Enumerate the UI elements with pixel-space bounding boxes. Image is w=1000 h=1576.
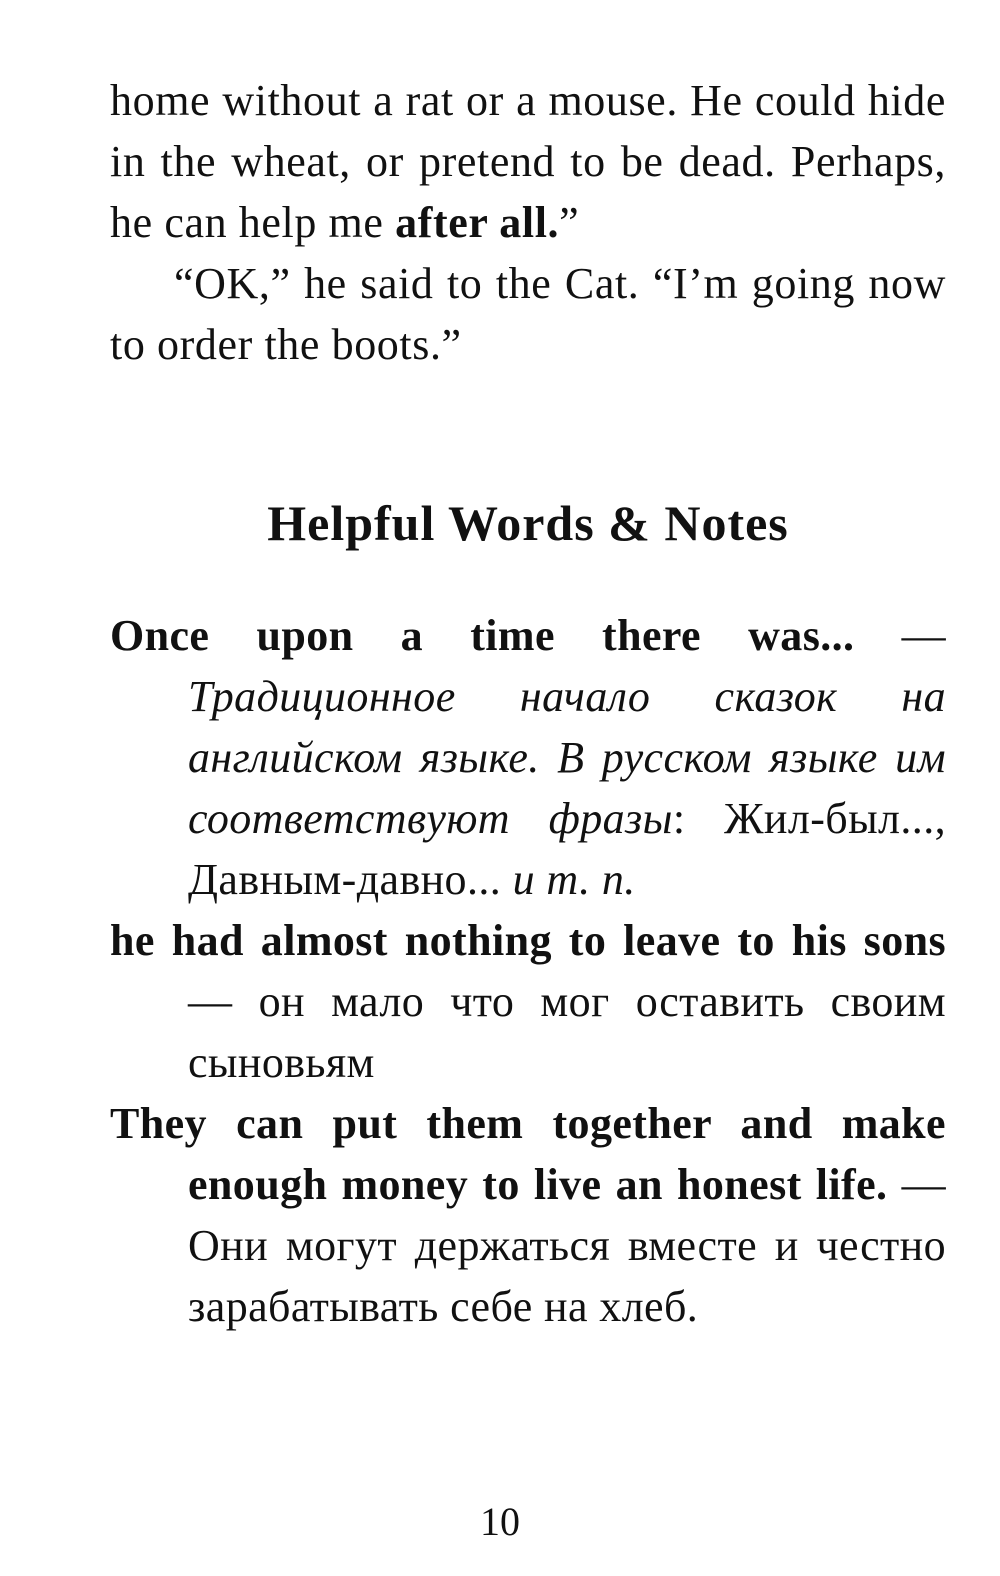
note-translation: Они могут держаться вместе и честно зарабатывать себе на хлеб. — [188, 1221, 946, 1331]
story-paragraph — [110, 70, 946, 253]
story-text — [110, 70, 946, 375]
note-term: Once upon a time there was... — [110, 611, 855, 660]
closing-quote: ” — [559, 198, 580, 247]
page-content — [110, 70, 946, 1337]
note-item — [110, 1093, 946, 1337]
notes-list — [110, 605, 946, 1337]
note-item — [110, 910, 946, 1093]
note-dash: — — [887, 1160, 946, 1209]
note-term: he had almost nothing to leave to his sons — [110, 916, 946, 965]
note-explanation: Традиционное начало сказок на английском языке. В русском языке им соответствуют фразы — [188, 672, 946, 843]
story-bold-phrase: after all. — [395, 198, 560, 247]
notes-heading: Helpful Words & Notes — [267, 495, 789, 551]
story-text-span: home without a rat or a mouse. He could hide in the wheat, or pretend to be dead. Perhaps, he can help me — [110, 76, 946, 247]
note-dash: — — [854, 611, 946, 660]
note-examples: : Жил-был..., Давным-давно... — [188, 794, 946, 904]
page-number: 10 — [480, 1499, 520, 1544]
note-translation: он мало что мог оставить своим сыновьям — [188, 977, 946, 1087]
note-term: They can put them together and make enough money to live an honest life. — [110, 1099, 946, 1209]
note-etc: и т. п. — [512, 855, 636, 904]
story-dialogue-paragraph: “OK,” he said to the Cat. “I’m going now to order the boots.” — [110, 259, 946, 369]
note-dash: — — [188, 977, 259, 1026]
note-item — [110, 605, 946, 910]
